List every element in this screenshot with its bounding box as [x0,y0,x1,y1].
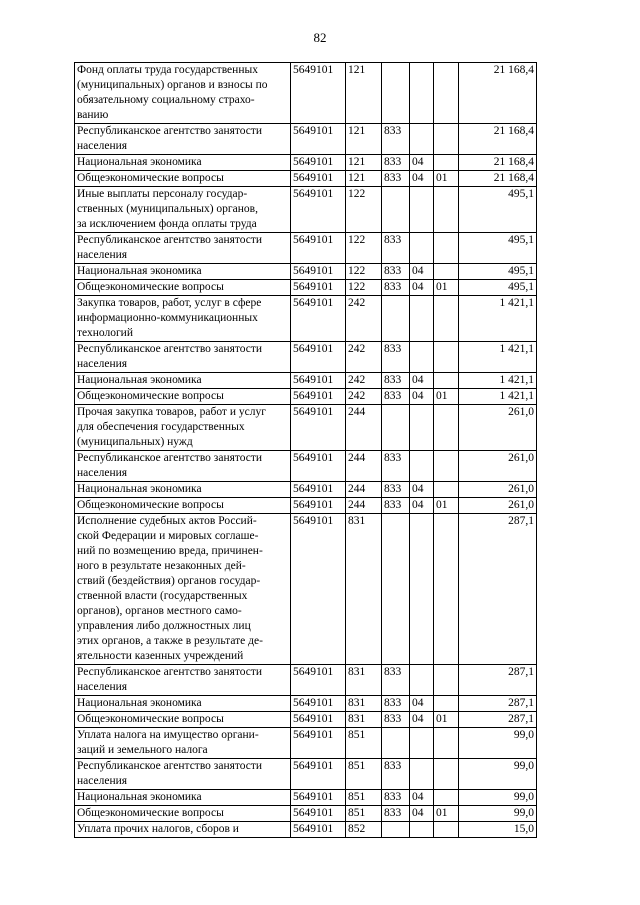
amount-cell: 1 421,1 [459,389,537,405]
amount-cell: 15,0 [459,822,537,838]
row-name-cell: Общеэкономические вопросы [75,280,291,296]
table-row [75,296,537,342]
row-name-cell: Закупка товаров, работ, услуг в сфере информационно-коммуникационных технологий [75,296,291,342]
administrator-cell: 833 [382,451,410,482]
target-article-cell: 5649101 [291,124,346,155]
table-row [75,373,537,389]
subsection-cell: 01 [434,712,459,728]
row-name-cell: Национальная экономика [75,790,291,806]
subsection-cell: 01 [434,171,459,187]
section-cell: 04 [410,696,434,712]
row-name-cell: Национальная экономика [75,482,291,498]
amount-cell: 287,1 [459,514,537,665]
section-cell: 04 [410,389,434,405]
table-row [75,451,537,482]
administrator-cell [382,514,410,665]
subsection-cell [434,405,459,451]
target-article-cell: 5649101 [291,696,346,712]
row-name-cell: Республиканское агентство занятости населения [75,665,291,696]
subsection-cell [434,342,459,373]
amount-cell: 261,0 [459,498,537,514]
row-name-cell: Исполнение судебных актов Россий- ской Федерации и мировых соглаше- ний по возмещению вреда, причинен- ного в результате незаконных дей- ствий (бездействия) органов государ- ственной власти (государственных органов), органов местного само- управления либо должностных лиц этих органов, а также в результате де- ятельности казенных учреждений [75,514,291,665]
section-cell [410,124,434,155]
amount-cell: 1 421,1 [459,296,537,342]
row-name-cell: Национальная экономика [75,373,291,389]
section-cell [410,187,434,233]
section-cell [410,665,434,696]
table-row [75,514,537,665]
amount-cell: 21 168,4 [459,155,537,171]
administrator-cell: 833 [382,233,410,264]
target-article-cell: 5649101 [291,806,346,822]
section-cell [410,514,434,665]
subsection-cell [434,124,459,155]
target-article-cell: 5649101 [291,171,346,187]
row-name-cell: Республиканское агентство занятости населения [75,124,291,155]
expense-type-cell: 242 [346,373,382,389]
amount-cell: 261,0 [459,482,537,498]
subsection-cell [434,759,459,790]
administrator-cell: 833 [382,790,410,806]
subsection-cell [434,822,459,838]
expense-type-cell: 851 [346,790,382,806]
administrator-cell [382,405,410,451]
expense-type-cell: 831 [346,696,382,712]
administrator-cell [382,63,410,124]
target-article-cell: 5649101 [291,712,346,728]
amount-cell: 21 168,4 [459,63,537,124]
row-name-cell: Республиканское агентство занятости населения [75,233,291,264]
subsection-cell [434,514,459,665]
subsection-cell [434,233,459,264]
row-name-cell: Уплата налога на имущество органи- заций и земельного налога [75,728,291,759]
target-article-cell: 5649101 [291,342,346,373]
amount-cell: 99,0 [459,728,537,759]
table-row [75,124,537,155]
target-article-cell: 5649101 [291,728,346,759]
target-article-cell: 5649101 [291,759,346,790]
target-article-cell: 5649101 [291,405,346,451]
subsection-cell [434,665,459,696]
table-row [75,759,537,790]
amount-cell: 287,1 [459,665,537,696]
section-cell: 04 [410,806,434,822]
table-row [75,187,537,233]
administrator-cell [382,296,410,342]
amount-cell: 99,0 [459,806,537,822]
amount-cell: 261,0 [459,405,537,451]
amount-cell: 287,1 [459,712,537,728]
expense-type-cell: 244 [346,451,382,482]
row-name-cell: Иные выплаты персоналу государ- ственных (муниципальных) органов, за исключением фонда оплаты труда [75,187,291,233]
section-cell [410,342,434,373]
table-row [75,233,537,264]
administrator-cell: 833 [382,712,410,728]
amount-cell: 261,0 [459,451,537,482]
section-cell [410,759,434,790]
row-name-cell: Фонд оплаты труда государственных (муниципальных) органов и взносы по обязательному социальному страхо- ванию [75,63,291,124]
administrator-cell: 833 [382,155,410,171]
section-cell: 04 [410,712,434,728]
subsection-cell [434,373,459,389]
administrator-cell: 833 [382,124,410,155]
table-row [75,405,537,451]
amount-cell: 1 421,1 [459,373,537,389]
subsection-cell: 01 [434,280,459,296]
administrator-cell: 833 [382,171,410,187]
row-name-cell: Общеэкономические вопросы [75,498,291,514]
amount-cell: 21 168,4 [459,124,537,155]
expense-type-cell: 242 [346,389,382,405]
subsection-cell: 01 [434,498,459,514]
target-article-cell: 5649101 [291,389,346,405]
budget-table [74,62,537,838]
target-article-cell: 5649101 [291,482,346,498]
administrator-cell: 833 [382,373,410,389]
target-article-cell: 5649101 [291,498,346,514]
target-article-cell: 5649101 [291,822,346,838]
expense-type-cell: 242 [346,296,382,342]
amount-cell: 21 168,4 [459,171,537,187]
amount-cell: 1 421,1 [459,342,537,373]
administrator-cell: 833 [382,665,410,696]
table-row [75,712,537,728]
table-row [75,342,537,373]
target-article-cell: 5649101 [291,665,346,696]
expense-type-cell: 851 [346,806,382,822]
expense-type-cell: 121 [346,63,382,124]
expense-type-cell: 122 [346,233,382,264]
table-row [75,822,537,838]
amount-cell: 495,1 [459,233,537,264]
target-article-cell: 5649101 [291,63,346,124]
subsection-cell [434,790,459,806]
section-cell: 04 [410,264,434,280]
target-article-cell: 5649101 [291,280,346,296]
administrator-cell: 833 [382,482,410,498]
amount-cell: 99,0 [459,759,537,790]
table-row [75,264,537,280]
section-cell: 04 [410,482,434,498]
table-row [75,63,537,124]
administrator-cell [382,822,410,838]
target-article-cell: 5649101 [291,155,346,171]
expense-type-cell: 242 [346,342,382,373]
subsection-cell [434,187,459,233]
row-name-cell: Общеэкономические вопросы [75,389,291,405]
administrator-cell: 833 [382,498,410,514]
section-cell [410,728,434,759]
section-cell: 04 [410,171,434,187]
row-name-cell: Республиканское агентство занятости населения [75,342,291,373]
subsection-cell: 01 [434,806,459,822]
row-name-cell: Национальная экономика [75,264,291,280]
section-cell [410,405,434,451]
expense-type-cell: 244 [346,482,382,498]
subsection-cell [434,482,459,498]
subsection-cell [434,728,459,759]
administrator-cell: 833 [382,806,410,822]
subsection-cell [434,264,459,280]
expense-type-cell: 831 [346,712,382,728]
expense-type-cell: 121 [346,155,382,171]
subsection-cell [434,63,459,124]
section-cell: 04 [410,373,434,389]
administrator-cell: 833 [382,696,410,712]
target-article-cell: 5649101 [291,373,346,389]
table-row [75,482,537,498]
table-row [75,696,537,712]
target-article-cell: 5649101 [291,296,346,342]
row-name-cell: Общеэкономические вопросы [75,712,291,728]
table-row [75,498,537,514]
administrator-cell: 833 [382,280,410,296]
target-article-cell: 5649101 [291,790,346,806]
table-row [75,790,537,806]
target-article-cell: 5649101 [291,264,346,280]
section-cell: 04 [410,790,434,806]
expense-type-cell: 831 [346,514,382,665]
section-cell [410,451,434,482]
section-cell: 04 [410,498,434,514]
expense-type-cell: 244 [346,405,382,451]
expense-type-cell: 122 [346,264,382,280]
subsection-cell [434,451,459,482]
expense-type-cell: 121 [346,171,382,187]
budget-table-body [75,63,537,838]
target-article-cell: 5649101 [291,514,346,665]
table-row [75,389,537,405]
table-row [75,806,537,822]
administrator-cell [382,728,410,759]
row-name-cell: Уплата прочих налогов, сборов и [75,822,291,838]
subsection-cell [434,696,459,712]
section-cell [410,63,434,124]
amount-cell: 495,1 [459,280,537,296]
subsection-cell [434,155,459,171]
amount-cell: 495,1 [459,264,537,280]
amount-cell: 287,1 [459,696,537,712]
section-cell [410,233,434,264]
target-article-cell: 5649101 [291,451,346,482]
table-row [75,280,537,296]
expense-type-cell: 851 [346,759,382,790]
subsection-cell [434,296,459,342]
expense-type-cell: 852 [346,822,382,838]
row-name-cell: Общеэкономические вопросы [75,806,291,822]
section-cell [410,296,434,342]
row-name-cell: Общеэкономические вопросы [75,171,291,187]
expense-type-cell: 122 [346,280,382,296]
administrator-cell: 833 [382,342,410,373]
amount-cell: 495,1 [459,187,537,233]
expense-type-cell: 122 [346,187,382,233]
administrator-cell: 833 [382,389,410,405]
amount-cell: 99,0 [459,790,537,806]
target-article-cell: 5649101 [291,187,346,233]
section-cell: 04 [410,155,434,171]
target-article-cell: 5649101 [291,233,346,264]
section-cell: 04 [410,280,434,296]
page-number: 82 [313,30,327,45]
subsection-cell: 01 [434,389,459,405]
table-row [75,171,537,187]
row-name-cell: Республиканское агентство занятости населения [75,759,291,790]
expense-type-cell: 831 [346,665,382,696]
expense-type-cell: 851 [346,728,382,759]
administrator-cell: 833 [382,264,410,280]
table-row [75,665,537,696]
expense-type-cell: 244 [346,498,382,514]
row-name-cell: Национальная экономика [75,155,291,171]
expense-type-cell: 121 [346,124,382,155]
section-cell [410,822,434,838]
table-row [75,728,537,759]
table-row [75,155,537,171]
row-name-cell: Республиканское агентство занятости населения [75,451,291,482]
row-name-cell: Прочая закупка товаров, работ и услуг для обеспечения государственных (муниципальных) нужд [75,405,291,451]
administrator-cell: 833 [382,759,410,790]
administrator-cell [382,187,410,233]
row-name-cell: Национальная экономика [75,696,291,712]
